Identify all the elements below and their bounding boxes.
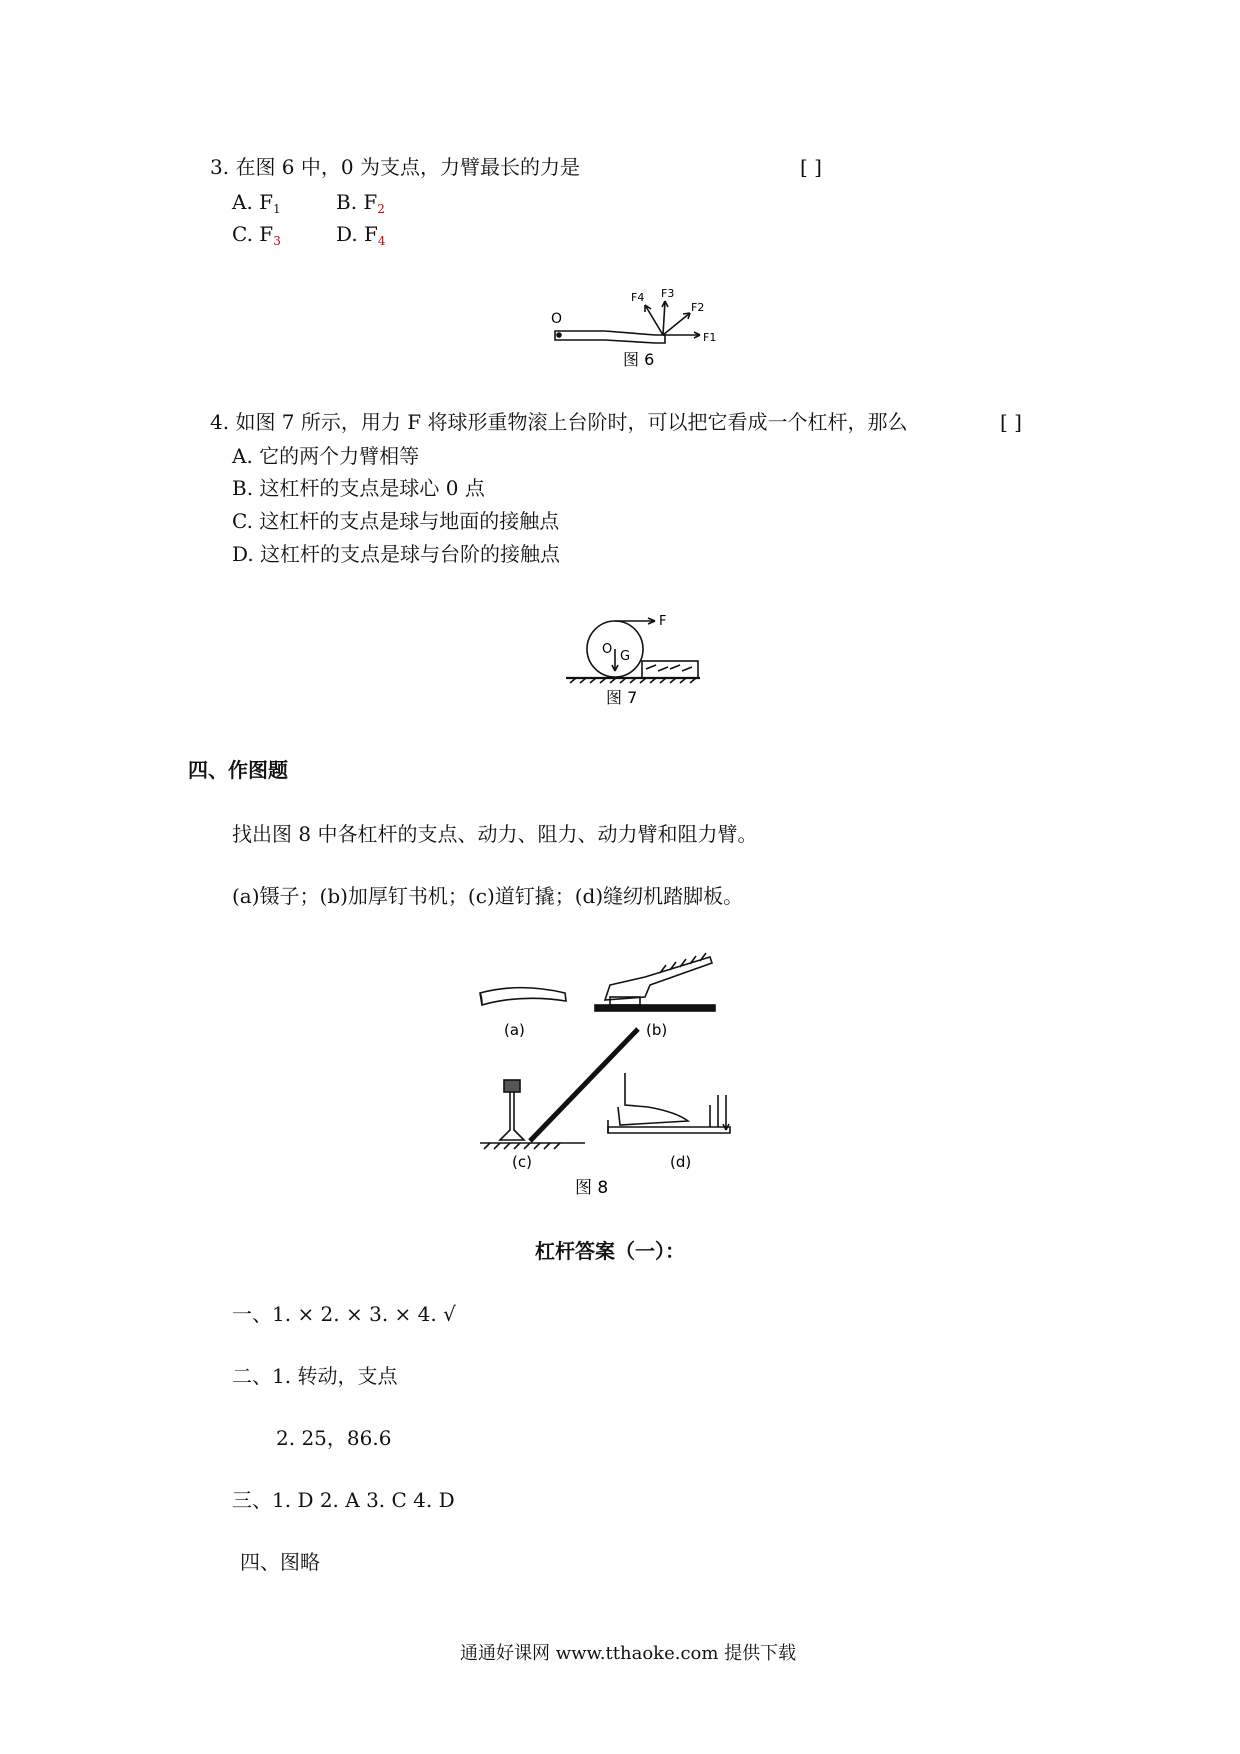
force-label-f2: F2: [691, 301, 705, 314]
option-letter: C. F: [232, 222, 274, 246]
force-label-f1: F1: [703, 331, 717, 344]
force-label: F: [659, 614, 667, 629]
stapler-base: [595, 1005, 715, 1011]
sublabel-d: (d): [670, 1153, 692, 1171]
q4-stem: 4. 如图 7 所示，用力 F 将球形重物滚上台阶时，可以把它看成一个杠杆，那么: [210, 410, 908, 434]
option-subscript: 1: [273, 202, 281, 216]
option-letter: B. F: [336, 190, 378, 214]
lever-bar: [555, 331, 665, 343]
option-subscript: 4: [377, 234, 386, 248]
page-footer: 通通好课网 www.tthaoke.com 提供下载: [460, 1643, 797, 1664]
figure-caption: 图 7: [606, 688, 638, 707]
rail-web: [500, 1092, 524, 1140]
rail-head: [504, 1080, 520, 1092]
figure-7-ball-step: [560, 605, 710, 710]
answers-section2-item2: 2. 25，86.6: [276, 1426, 392, 1450]
force-f4-arrow: [645, 305, 663, 335]
answers-section2-item1: 二、1. 转动，支点: [232, 1364, 398, 1388]
q4-option-c: C. 这杠杆的支点是球与地面的接触点: [232, 509, 560, 533]
option-subscript: 2: [377, 202, 385, 216]
option-letter: D. F: [336, 222, 378, 246]
q4-option-d: D. 这杠杆的支点是球与台阶的接触点: [232, 542, 561, 566]
answers-section1: 一、1. × 2. × 3. × 4. √: [232, 1302, 456, 1326]
step: [642, 661, 698, 678]
pivot-dot: [557, 333, 561, 337]
q4-answer-bracket: [ ]: [1000, 410, 1022, 434]
q3-option-b: [336, 188, 385, 223]
figure-8-levers: [470, 945, 760, 1200]
section4-items: (a)镊子；(b)加厚钉书机；(c)道钉撬；(d)缝纫机踏脚板。: [232, 884, 744, 908]
figure-6-lever: [545, 283, 725, 373]
figure-caption: 图 8: [575, 1178, 609, 1198]
force-f2-arrow: [663, 313, 690, 335]
treadle-foot: [618, 1073, 688, 1125]
q3-option-c: [232, 220, 281, 255]
sublabel-a: (a): [504, 1021, 525, 1039]
stapler-arm: [605, 957, 712, 1000]
pivot-label: O: [551, 311, 563, 327]
q4-option-a: A. 它的两个力臂相等: [232, 444, 420, 468]
q4-option-b: B. 这杠杆的支点是球心 0 点: [232, 476, 485, 500]
answers-section4: 四、图略: [240, 1550, 320, 1574]
q3-option-d: [336, 220, 386, 255]
option-letter: A. F: [232, 190, 274, 214]
gravity-label: G: [620, 649, 631, 664]
answers-section3: 三、1. D 2. A 3. C 4. D: [232, 1488, 455, 1512]
q3-option-a: [232, 188, 281, 223]
force-label-f4: F4: [631, 291, 645, 304]
tweezers-drawing: [480, 988, 566, 1005]
option-subscript: 3: [273, 234, 281, 248]
sublabel-c: (c): [512, 1153, 532, 1171]
q3-answer-bracket: [ ]: [800, 155, 822, 179]
sublabel-b: (b): [646, 1021, 668, 1039]
figure-caption: 图 6: [623, 350, 655, 369]
section4-title: 四、作图题: [188, 758, 288, 782]
force-label-f3: F3: [661, 287, 675, 300]
treadle-plate: [608, 1127, 730, 1133]
q3-stem: 3. 在图 6 中，0 为支点，力臂最长的力是: [210, 155, 580, 179]
answers-title: 杠杆答案（一）：: [535, 1239, 685, 1263]
section4-instruction: 找出图 8 中各杠杆的支点、动力、阻力、动力臂和阻力臂。: [232, 822, 758, 846]
center-label: O: [602, 642, 613, 657]
